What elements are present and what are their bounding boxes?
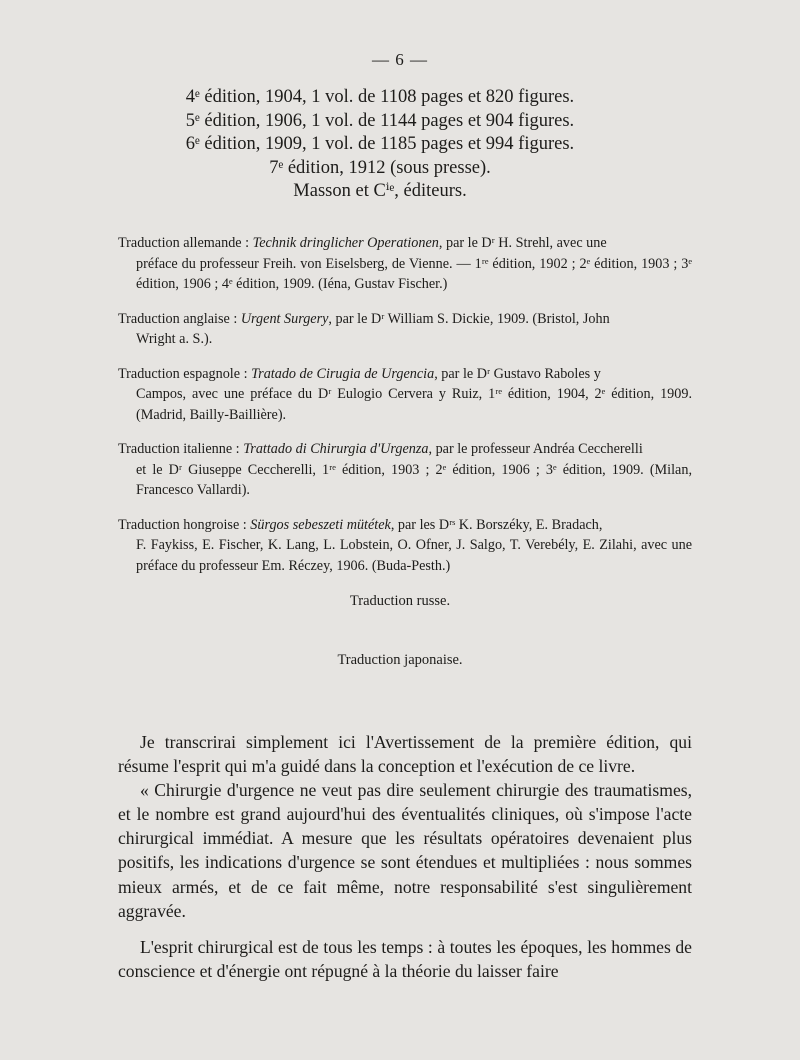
- translation-continuation: et le Dʳ Giuseppe Ceccherelli, 1ʳᵉ édition, 1903 ; 2ᵉ édition, 1906 ; 3ᵉ édition, 1909. (Milan, Francesco Vallardi).: [136, 461, 692, 498]
- translation-title: Tratado de Cirugia de Urgencia: [251, 365, 435, 382]
- translation-rest: , par le professeur Andréa Ceccherelli: [428, 441, 643, 457]
- translation-lead: Traduction italienne :: [118, 441, 244, 457]
- translation-russian: Traduction russe.: [349, 593, 451, 609]
- translation-continuation: Wright a. S.).: [136, 331, 213, 347]
- translation-english: [118, 309, 692, 350]
- translations-list: [118, 233, 692, 590]
- publisher-line: Masson et Cⁱᵉ, éditeurs.: [293, 181, 467, 201]
- translation-hungarian: [118, 515, 692, 577]
- translation-german: [118, 233, 692, 295]
- translation-continuation: Campos, avec une préface du Dʳ Eulogio Cervera y Ruiz, 1ʳᵉ édition, 1904, 2ᵉ édition, 1909. (Madrid, Bailly-Baillière).: [136, 386, 692, 423]
- translation-lead: Traduction hongroise :: [118, 516, 251, 533]
- paragraph: « Chirurgie d'urgence ne veut pas dire seulement chirurgie des traumatismes, et le nombre est grand aujourd'hui des éventualités cliniques, où s'impose l'acte chirurgical immédiat. A mesure que les résultats opératoires devenaient plus positifs, les indications d'urgence se sont étendues et multipliées : nous sommes mieux armés, et de ce fait même, notre responsabilité s'est singulièrement aggravée.: [118, 780, 692, 921]
- body-text: [118, 730, 692, 983]
- translation-rest: , par les Dʳˢ K. Borszéky, E. Bradach,: [390, 516, 603, 533]
- translation-title: Sürgos sebeszeti mütétek: [250, 516, 391, 533]
- translation-title: Technik dringlicher Operationen: [252, 235, 439, 251]
- translation-spanish: [118, 364, 692, 426]
- edition-line: 4ᵉ édition, 1904, 1 vol. de 1108 pages et 820 figures.: [185, 87, 575, 107]
- page-number: — 6 —: [372, 50, 428, 69]
- translation-japanese: Traduction japonaise.: [337, 652, 463, 668]
- edition-line: 7ᵉ édition, 1912 (sous presse).: [269, 157, 491, 178]
- editions-list: [100, 86, 660, 204]
- translation-rest: , par le Dʳ Gustavo Raboles y: [434, 365, 601, 382]
- paragraph: L'esprit chirurgical est de tous les temps : à toutes les époques, les hommes de conscience et d'énergie ont répugné à la théorie du laisser faire: [118, 936, 692, 981]
- translation-lead: Traduction espagnole :: [118, 365, 252, 382]
- translation-continuation: F. Faykiss, E. Fischer, K. Lang, L. Lobstein, O. Ofner, J. Salgo, T. Verebély, E. Zilahi, avec une préface du professeur Em. Réczey, 1906. (Buda-Pesth.): [136, 537, 692, 574]
- translation-rest: , par le Dʳ H. Strehl, avec une: [438, 235, 607, 251]
- translation-lead: Traduction anglaise :: [118, 310, 241, 327]
- edition-line: 5ᵉ édition, 1906, 1 vol. de 1144 pages et 904 figures.: [185, 110, 575, 131]
- translation-rest: , par le Dʳ William S. Dickie, 1909. (Bristol, John: [328, 310, 610, 327]
- translation-title: Urgent Surgery: [240, 310, 329, 327]
- edition-line: 6ᵉ édition, 1909, 1 vol. de 1185 pages et 994 figures.: [185, 134, 575, 154]
- translation-lead: Traduction allemande :: [118, 235, 253, 251]
- translation-title: Trattado di Chirurgia d'Urgenza: [243, 441, 429, 457]
- translation-continuation: préface du professeur Freih. von Eiselsberg, de Vienne. — 1ʳᵉ édition, 1902 ; 2ᵉ édition, 1903 ; 3ᵉ édition, 1906 ; 4ᵉ édition, 1909. (Iéna, Gustav Fischer.): [136, 255, 692, 292]
- paragraph: Je transcrirai simplement ici l'Avertissement de la première édition, qui résume l'esprit qui m'a guidé dans la conception et l'exécution de ce livre.: [118, 732, 692, 777]
- translation-italian: [118, 439, 692, 501]
